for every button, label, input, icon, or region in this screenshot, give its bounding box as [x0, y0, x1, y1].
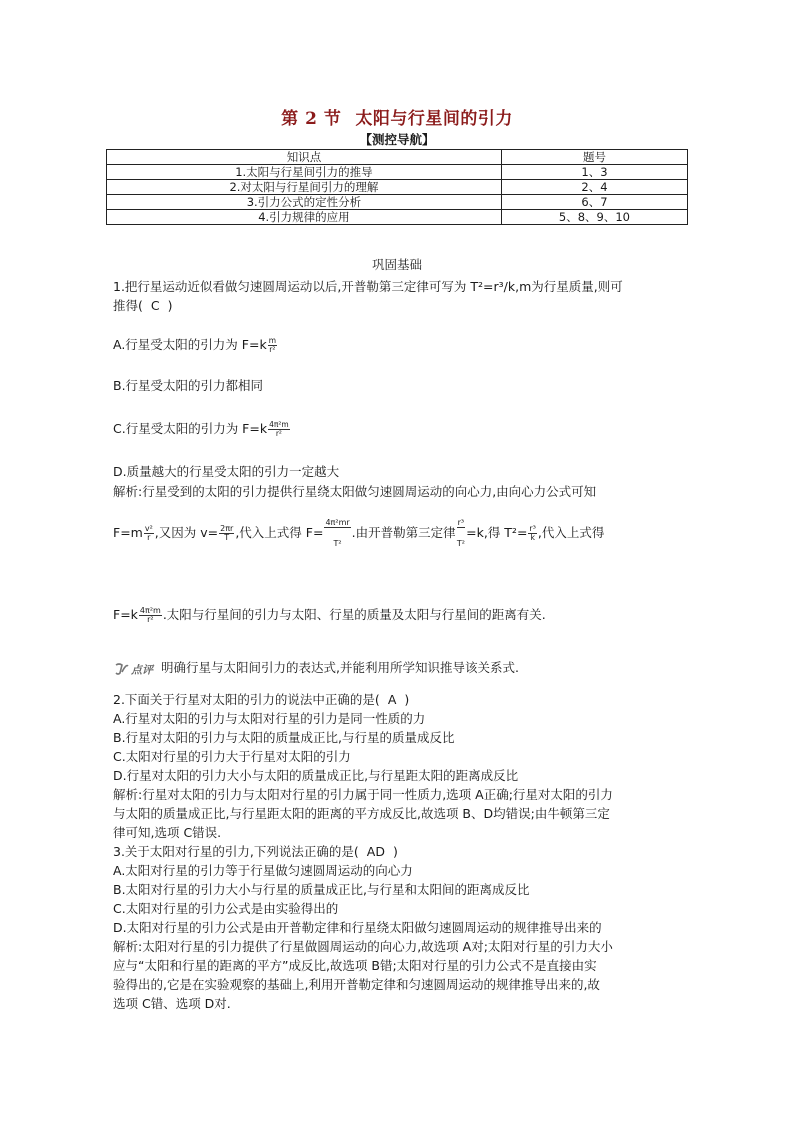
q3-analysis-line1: 解析:太阳对行星的引力提供了行星做圆周运动的向心力,故选项 A对;太阳对行星的引力大小	[113, 939, 613, 954]
q2-option-d: D.行星对太阳的引力大小与太阳的质量成正比,与行星距太阳的距离成反比	[113, 768, 519, 783]
table-cell: 6、7	[501, 195, 687, 210]
fraction-numerator: v²	[144, 524, 153, 533]
q2-stem-close: )	[404, 692, 410, 707]
q3-option-d: D.太阳对行星的引力公式是由开普勒定律和行星绕太阳做匀速圆周运动的规律推导出来的	[113, 920, 602, 935]
fraction-4pi2mr-T2	[324, 519, 350, 548]
remark	[113, 658, 713, 677]
q3-stem-close: )	[392, 844, 398, 859]
q2-analysis-line3: 律可知,选项 C错误.	[113, 825, 222, 840]
q3-analysis-line2: 应与“太阳和行星的距离的平方”成反比,故选项 B错;太阳对行星的引力公式不是直接由实	[113, 958, 597, 973]
fraction-4pi2m-r2	[139, 607, 162, 624]
q2-option-c: C.太阳对行星的引力大于行星对太阳的引力	[113, 749, 351, 764]
table-row	[107, 195, 688, 210]
table-header-row	[107, 150, 688, 165]
q1-option-b: B.行星受太阳的引力都相同	[113, 378, 264, 393]
q3-option-b: B.太阳对行星的引力大小与行星的质量成正比,与行星和太阳间的距离成反比	[113, 882, 530, 897]
table-cell: 1、3	[501, 165, 687, 180]
header-knowledge: 知识点	[107, 150, 502, 165]
q1-analysis-line2	[113, 519, 693, 548]
q2-analysis-line2: 与太阳的质量成正比,与行星距太阳的距离的平方成反比,故选项 B、D均错误;由牛顿第三定	[113, 806, 610, 821]
question-2	[113, 690, 693, 842]
section-number: 第 2 节	[281, 109, 342, 129]
fraction-numerator: r³	[529, 524, 536, 533]
q2-answer: A	[387, 692, 397, 707]
q2-stem	[113, 690, 693, 709]
fraction-denominator: r	[147, 533, 151, 542]
table-row	[107, 165, 688, 180]
q1-option-d: D.质量越大的行星受太阳的引力一定越大	[113, 464, 340, 479]
question-3	[113, 842, 693, 1013]
q1-option-a	[113, 335, 693, 354]
fraction-numerator: r³	[457, 518, 465, 527]
table-cell: 2、4	[501, 180, 687, 195]
navigation-table	[106, 149, 688, 225]
table-cell: 2.对太阳与行星间引力的理解	[107, 180, 502, 195]
question-1-stem	[113, 277, 693, 315]
fraction-denominator: T²	[333, 539, 342, 548]
q1-opt-a-text: A.行星受太阳的引力为 F=k	[113, 337, 267, 352]
q1-conclusion: .太阳与行星间的引力与太阳、行星的质量及太阳与行星间的距离有关.	[162, 607, 546, 622]
q3-option-c: C.太阳对行星的引力公式是由实验得出的	[113, 901, 339, 916]
q1-opt-c-fraction	[268, 421, 290, 438]
q3-answer: AD	[366, 844, 385, 859]
fraction-numerator: 4π²m	[139, 606, 161, 615]
formula-text: F=k	[113, 607, 138, 622]
remark-text: 明确行星与太阳间引力的表达式,并能利用所学知识推导该关系式.	[161, 660, 519, 675]
table-cell: 1.太阳与行星间引力的推导	[107, 165, 502, 180]
q1-option-c	[113, 419, 693, 438]
q1-stem-line2	[113, 296, 693, 315]
q2-analysis-line1: 解析:行星对太阳的引力与太阳对行星的引力属于同一性质力,选项 A正确;行星对太阳的引力	[113, 787, 613, 802]
fraction-denominator: r²	[269, 345, 276, 354]
q1-analysis-line1: 解析:行星受到的太阳的引力提供行星绕太阳做匀速圆周运动的向心力,由向心力公式可知	[113, 484, 597, 499]
q2-stem-text: 2.下面关于行星对太阳的引力的说法中正确的是(	[113, 692, 380, 707]
fraction-numerator: 2πr	[220, 524, 234, 533]
table-row	[107, 210, 688, 225]
q3-stem	[113, 842, 693, 861]
table-cell: 4.引力规律的应用	[107, 210, 502, 225]
guide-label: 【测控导航】	[359, 132, 435, 147]
fraction-2pir-T	[219, 525, 234, 542]
fraction-numerator: 4π²m	[269, 420, 289, 429]
q1-stem-text: 推得(	[113, 298, 143, 313]
q2-option-b: B.行星对太阳的引力与太阳的质量成正比,与行星的质量成反比	[113, 730, 455, 745]
q3-stem-text: 3.关于太阳对行星的引力,下列说法正确的是(	[113, 844, 359, 859]
q1-answer: C	[150, 298, 160, 313]
fraction-denominator: T²	[456, 539, 465, 548]
formula-text: ,代入上式得 F=	[235, 525, 324, 540]
page-title	[0, 104, 794, 129]
table-cell: 3.引力公式的定性分析	[107, 195, 502, 210]
fraction-denominator: k	[530, 533, 535, 542]
q1-stem-line1: 1.把行星运动近似看做匀速圆周运动以后,开普勒第三定律可写为 T²=r³/k,m为行星质量,则可	[113, 279, 623, 294]
q1-stem-close: )	[167, 298, 173, 313]
formula-text: F=m	[113, 525, 143, 540]
q1-opt-a-fraction	[268, 337, 277, 354]
fraction-denominator: T	[224, 533, 230, 542]
formula-text: .由开普勒第三定律	[351, 525, 456, 540]
q1-analysis-line3	[113, 605, 693, 624]
q3-analysis-line3: 验得出的,它是在实验观察的基础上,利用开普勒定律和匀速圆周运动的规律推导出来的,故	[113, 977, 600, 992]
fraction-numerator: m	[268, 336, 276, 345]
fraction-v2-r	[144, 525, 154, 542]
q2-option-a: A.行星对太阳的引力与太阳对行星的引力是同一性质的力	[113, 711, 426, 726]
remark-icon	[113, 661, 155, 677]
fraction-r3-k	[528, 525, 537, 542]
fraction-r3-T2	[457, 519, 466, 548]
q3-option-a: A.太阳对行星的引力等于行星做匀速圆周运动的向心力	[113, 863, 413, 878]
fraction-denominator: r²	[275, 429, 282, 438]
header-question-no: 题号	[501, 150, 687, 165]
table-cell: 5、8、9、10	[501, 210, 687, 225]
formula-text: ,又因为 v=	[154, 525, 219, 540]
fraction-numerator: 4π²mr	[325, 518, 350, 527]
svg-text:点评: 点评	[131, 663, 153, 676]
section-title: 太阳与行星间的引力	[355, 109, 513, 129]
formula-text: ,代入上式得	[537, 525, 605, 540]
formula-text: =k,得 T²=	[466, 525, 528, 540]
q1-opt-c-text: C.行星受太阳的引力为 F=k	[113, 421, 268, 436]
table-row	[107, 180, 688, 195]
fraction-denominator: r²	[147, 615, 154, 624]
q3-analysis-line4: 选项 C错、选项 D对.	[113, 996, 231, 1011]
section-heading: 巩固基础	[371, 257, 422, 272]
